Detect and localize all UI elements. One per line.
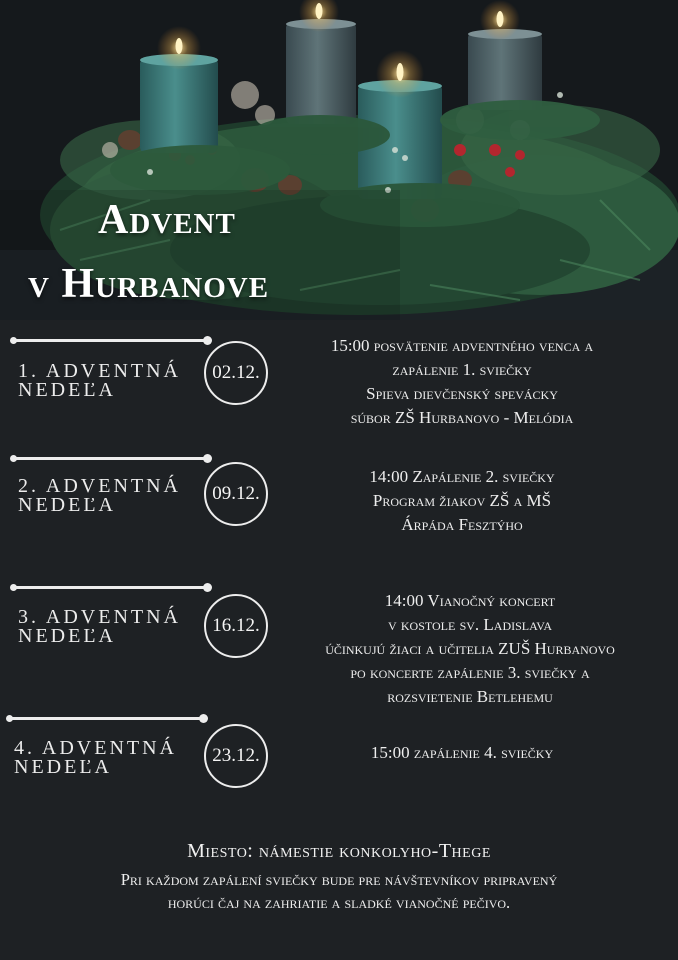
date-badge: 16.12. bbox=[204, 594, 268, 658]
advent-sunday-label: 3. ADVENTNÁ NEDEĽA bbox=[18, 606, 181, 647]
ornament-rule bbox=[10, 717, 204, 720]
event-note: Pri každom zapálení sviečky bude pre návštevníkov pripravený horúci čaj na zahriatie a sladké vianočné pečivo. bbox=[120, 870, 558, 912]
date-badge: 23.12. bbox=[204, 724, 268, 788]
ornament-rule bbox=[14, 586, 208, 589]
ornament-rule bbox=[14, 339, 208, 342]
event-description: 15:00 posvätenie adventného venca a zapálenie 1. sviečky Spieva dievčenský spevácky súbor ZŠ Hurbanovo - Melódia bbox=[330, 336, 594, 427]
date-badge: 02.12. bbox=[204, 341, 268, 405]
event-description: 14:00 Zapálenie 2. sviečky Program žiakov ZŠ a MŠ Árpáda Fesztýho bbox=[369, 467, 555, 534]
advent-sunday-label: 4. ADVENTNÁ NEDEĽA bbox=[14, 737, 177, 778]
event-description: 15:00 zapálenie 4. sviečky bbox=[370, 743, 554, 762]
date-badge: 09.12. bbox=[204, 462, 268, 526]
title-line-2: v Hurbanove bbox=[28, 261, 270, 307]
ornament-rule bbox=[14, 457, 208, 460]
advent-wreath-image bbox=[0, 0, 678, 320]
advent-sunday-label: 2. ADVENTNÁ NEDEĽA bbox=[18, 475, 181, 516]
title-line-1: Advent bbox=[98, 197, 236, 243]
advent-sunday-label: 1. ADVENTNÁ NEDEĽA bbox=[18, 360, 181, 401]
event-location: Miesto: námestie konkolyho-Thege bbox=[187, 840, 491, 862]
event-description: 14:00 Vianočný koncert v kostole sv. Ladislava účinkujú žiaci a učitelia ZUŠ Hurbanovo po koncerte zapálenie 3. sviečky a rozsvietenie Betlehemu bbox=[325, 591, 615, 706]
poster-title bbox=[0, 0, 678, 320]
